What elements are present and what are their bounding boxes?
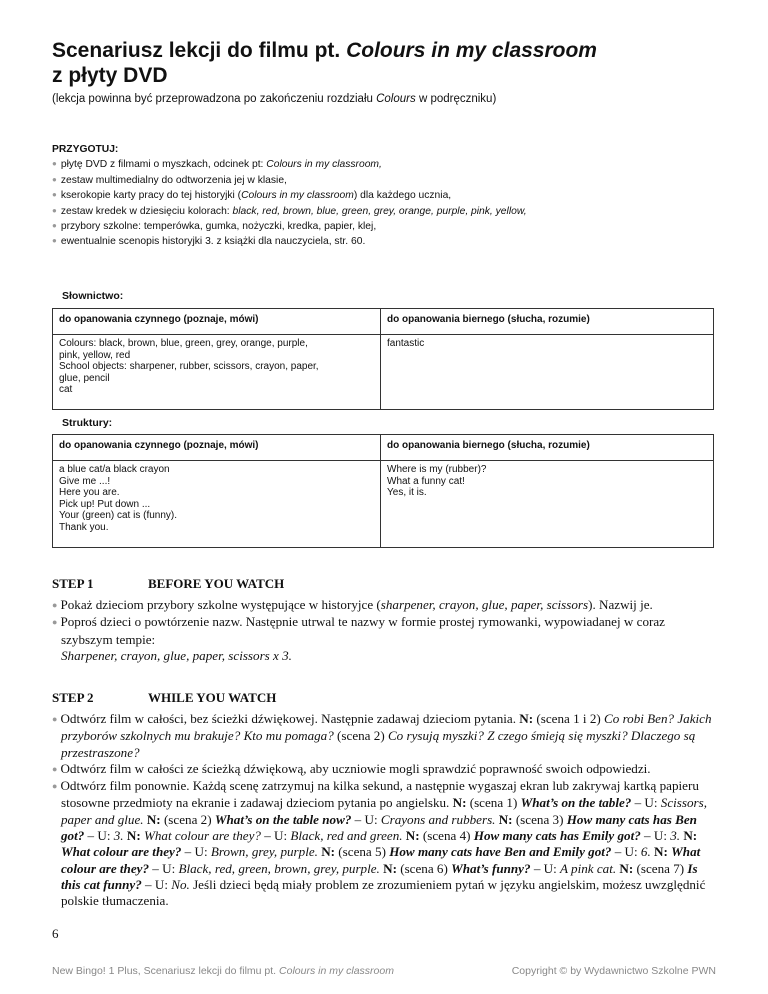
subtitle-chapter: Colours	[376, 93, 416, 105]
prep-item	[52, 234, 527, 249]
structures-passive-cell	[381, 461, 714, 548]
text: (scena 2)	[333, 728, 388, 744]
answer-marker: – U:	[260, 828, 291, 844]
answer: Black, red, green, brown, grey, purple.	[178, 860, 380, 876]
prep-list	[52, 157, 527, 249]
question: What’s on the table now?	[214, 811, 352, 827]
structure-active-line: a blue cat/a black crayon	[59, 464, 170, 475]
text: Pokaż dzieciom przybory szkolne występujące w historyjce (	[60, 597, 381, 612]
vocab-active-line: pink, yellow, red	[59, 349, 131, 361]
bullet-icon: ●	[52, 617, 58, 628]
rhyme-text: Sharpener, crayon, glue, paper, scissors x 3.	[61, 647, 292, 663]
step2-body	[52, 711, 716, 910]
answer: 3.	[113, 828, 124, 844]
page-number: 6	[52, 926, 59, 941]
footer-film-name: Colours in my classroom	[279, 965, 394, 977]
structures-col-active-header: do opanowania czynnego (poznaje, mówi)	[53, 435, 381, 461]
vocab-active-line: glue, pencil	[59, 372, 110, 384]
structures-heading: Struktury:	[62, 417, 113, 429]
step2-item	[52, 711, 716, 761]
rhyme	[52, 648, 716, 664]
answer: No.	[171, 876, 190, 892]
question-italic: Co rysują myszki? Z czego śmieją się myszki? Dlaczego są przestraszone?	[61, 728, 696, 760]
question: What colour are they?	[61, 844, 701, 876]
text: Odtwórz film ponownie. Każdą scenę zatrzymuj na kilka sekund, a następnie wygaszaj ekran lub zakrywaj kartką papieru stosowne przedmioty na ekranie i zadawaj dzieciom pytania po angielsku.	[60, 778, 699, 811]
structure-active-line: Here you are.	[59, 487, 120, 498]
vocab-table	[52, 308, 714, 410]
answer-marker: – U:	[611, 844, 641, 860]
question: What’s on the table?	[520, 795, 632, 811]
vocab-passive-line: fantastic	[387, 338, 425, 349]
prep-item-italic: Colours in my classroom	[241, 190, 354, 202]
structure-active-line: Thank you.	[59, 521, 109, 533]
answer-marker: – U:	[631, 795, 661, 811]
question: How many cats has Emily got?	[473, 828, 641, 844]
closing-text: Jeśli dzieci będą miały problem ze zrozumieniem pytań w języku angielskim, możesz uwzględnić polskie tłumaczenia.	[61, 876, 706, 909]
structures-col-passive-header: do opanowania biernego (słucha, rozumie)	[381, 435, 714, 461]
teacher-marker: N:	[498, 811, 513, 827]
teacher-marker: N:	[405, 828, 420, 844]
answer: 3.	[670, 828, 681, 844]
answer: A pink cat.	[560, 860, 617, 876]
page-title	[52, 38, 597, 88]
teacher-marker: N:	[683, 828, 698, 844]
step1-label: STEP 1	[52, 576, 94, 591]
text: Odtwórz film w całości ze ścieżką dźwiękową, aby uczniowie mogli sprawdzić poprawność swoich odpowiedzi.	[60, 760, 651, 776]
step2-item	[52, 761, 716, 778]
scene-label: (scena 5)	[335, 844, 390, 860]
structure-active-line: Give me ...!	[59, 475, 111, 487]
prep-item	[52, 157, 527, 172]
answer-marker: – U:	[530, 860, 561, 876]
prep-item-text: ) dla każdego ucznia,	[353, 190, 452, 202]
subtitle-text-end: w podręczniku)	[415, 93, 497, 105]
title-film-name: Colours in my classroom	[346, 39, 597, 62]
text-italic: sharpener, crayon, glue, paper, scissors	[380, 597, 589, 612]
prep-item-text: zestaw kredek w dziesięciu kolorach:	[60, 205, 233, 217]
vocab-col-active-header: do opanowania czynnego (poznaje, mówi)	[53, 309, 381, 335]
scene-label: (scena 6)	[396, 860, 452, 876]
answer-marker: – U:	[149, 860, 179, 876]
teacher-marker: N:	[383, 860, 397, 876]
answer-marker: – U:	[181, 844, 211, 860]
bullet-icon: ●	[52, 600, 58, 610]
teacher-marker: N:	[452, 795, 467, 811]
question: Is this cat funny?	[61, 860, 698, 892]
subtitle	[52, 93, 496, 105]
prep-item-text: zestaw multimedialny do odtworzenia jej w klasie,	[60, 174, 287, 186]
prep-item-text: ewentualnie scenopis historyjki 3. z książki dla nauczyciela, str. 60.	[60, 236, 366, 248]
structures-active-cell	[53, 461, 381, 548]
step1-heading	[52, 576, 285, 592]
scene-label: (scena 2)	[160, 811, 215, 827]
question: How many cats has Ben got?	[61, 811, 697, 844]
answer-marker: – U:	[84, 828, 114, 844]
bullet-icon: ●	[52, 714, 58, 724]
vocab-active-line: Colours: black, brown, blue, green, grey, orange, purple,	[59, 338, 308, 349]
prep-item	[52, 173, 527, 188]
prep-heading: PRZYGOTUJ:	[52, 144, 119, 155]
step1-body	[52, 597, 716, 664]
subtitle-text: (lekcja powinna być przeprowadzona po zakończeniu rozdziału	[52, 93, 377, 105]
answer: Black, red and green.	[290, 828, 403, 844]
question: How many cats have Ben and Emily got?	[389, 844, 612, 860]
structure-active-line: Your (green) cat is (funny).	[59, 510, 178, 521]
vocab-heading: Słownictwo:	[62, 290, 124, 302]
answer: Scissors, paper and glue.	[61, 795, 707, 827]
scene-label: (scena 4)	[419, 828, 474, 844]
text: Poproś dzieci o powtórzenie nazw. Następnie utrwal te nazwy w formie prostej rymowanki, wypowiadanej w coraz szybszym tempie:	[60, 614, 665, 647]
scene-label: (scena 1)	[466, 795, 521, 811]
vocab-active-line: School objects: sharpener, rubber, scissors, crayon, paper,	[59, 361, 319, 372]
prep-item-text: przybory szkolne: temperówka, gumka, nożyczki, kredka, papier, klej,	[60, 221, 377, 233]
scene-label: (scena 3)	[512, 811, 567, 827]
step2-item	[52, 778, 716, 909]
structure-passive-line: Where is my (rubber)?	[387, 464, 487, 475]
footer-text: New Bingo! 1 Plus, Scenariusz lekcji do filmu pt.	[52, 965, 280, 977]
text: Odtwórz film w całości, bez ścieżki dźwiękowej. Następnie zadawaj dzieciom pytania.	[60, 711, 520, 726]
step2-heading	[52, 690, 277, 706]
prep-section	[52, 142, 527, 250]
teacher-marker: N:	[126, 828, 141, 844]
structure-active-line: Pick up! Put down ...	[59, 498, 151, 510]
text: (scena 1 i 2)	[533, 711, 605, 726]
answer-marker: – U:	[141, 876, 172, 892]
teacher-marker: N:	[146, 811, 161, 827]
vocab-col-passive-header: do opanowania biernego (słucha, rozumie)	[381, 309, 714, 335]
scene-label: (scena 7)	[633, 860, 688, 876]
step1-item	[52, 597, 716, 614]
bullet-icon: ●	[52, 781, 58, 792]
question: What colour are they?	[143, 828, 261, 844]
title-text-line2: z płyty DVD	[52, 64, 168, 87]
structure-passive-line: Yes, it is.	[387, 487, 427, 498]
teacher-marker: N:	[619, 860, 634, 876]
prep-item-italic: black, red, brown, blue, green, grey, orange, purple, pink, yellow,	[232, 205, 527, 217]
footer-right: Copyright © by Wydawnictwo Szkolne PWN	[511, 965, 716, 977]
footer-left	[52, 965, 394, 977]
text: ). Nazwij je.	[588, 597, 653, 612]
step1-item	[52, 614, 716, 648]
step2-title: WHILE YOU WATCH	[148, 690, 277, 705]
answer: Crayons and rubbers.	[380, 811, 496, 827]
answer-marker: – U:	[640, 828, 671, 844]
teacher-marker: N:	[321, 844, 336, 860]
teacher-marker: N:	[654, 844, 668, 860]
prep-item-italic: Colours in my classroom,	[266, 159, 382, 171]
vocab-active-cell	[53, 335, 381, 410]
step1-title: BEFORE YOU WATCH	[148, 576, 285, 591]
question: What’s funny?	[451, 860, 531, 876]
prep-item	[52, 219, 527, 234]
answer: Brown, grey, purple.	[210, 844, 318, 860]
structures-table	[52, 434, 714, 548]
bullet-icon: ●	[52, 763, 58, 774]
step2-label: STEP 2	[52, 690, 94, 705]
question: What colour are they?	[61, 844, 182, 860]
prep-item	[52, 188, 527, 203]
answer: 6.	[640, 844, 651, 860]
teacher-marker: N:	[519, 711, 534, 726]
prep-item	[52, 204, 527, 219]
vocab-active-line: cat	[59, 384, 73, 395]
vocab-passive-cell	[381, 335, 714, 410]
title-text: Scenariusz lekcji do filmu pt.	[52, 39, 347, 62]
structure-passive-line: What a funny cat!	[387, 475, 465, 487]
prep-item-text: płytę DVD z filmami o myszkach, odcinek pt:	[60, 159, 267, 171]
prep-item-text: kserokopie karty pracy do tej historyjki (	[60, 190, 242, 202]
question-italic: Co robi Ben? Jakich przyborów szkolnych mu brakuje? Kto mu pomaga?	[61, 711, 712, 744]
answer-marker: – U:	[351, 811, 381, 827]
